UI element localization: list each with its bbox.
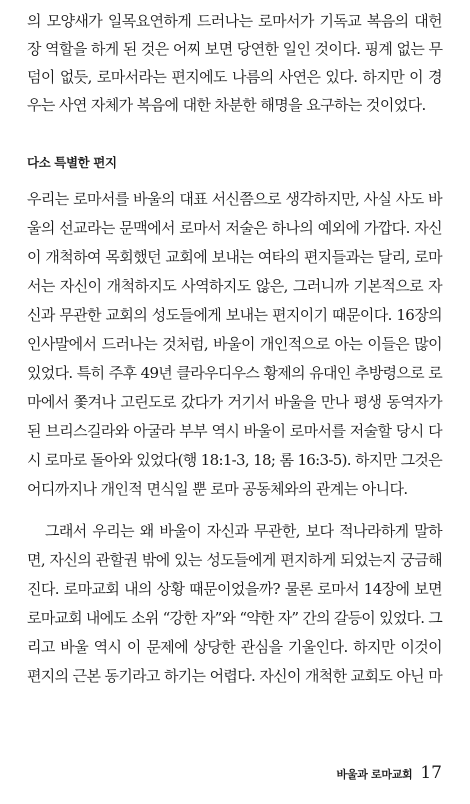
- text-line: 우리는 로마서를 바울의 대표 서신쯤으로 생각하지만, 사실 사도 바: [27, 190, 442, 208]
- text-line: 신과 무관한 교회의 성도들에게 보내는 편지이기 때문이다. 16장의: [27, 306, 442, 324]
- text-line: 시 로마로 돌아와 있었다(행 18:1-3, 18; 롬 16:3-5). 하지만 그것은: [27, 451, 442, 469]
- text-line: 덤이 없듯, 로마서라는 편지에도 나름의 사연은 있다. 하지만 이 경: [27, 68, 442, 86]
- page-number: 17: [420, 763, 442, 783]
- text-line: 인사말에서 드러나는 것처럼, 바울이 개인적으로 아는 이들은 많이: [27, 335, 442, 353]
- text-line: 된 브리스길라와 아굴라 부부 역시 바울이 로마서를 저술할 당시 다: [27, 422, 442, 440]
- text-line: 의 모양새가 일목요연하게 드러나는 로마서가 기독교 복음의 대헌: [27, 12, 442, 30]
- running-title: 바울과 로마교회: [336, 768, 413, 781]
- text-line: 어디까지나 개인적 면식일 뿐 로마 공동체와의 관계는 아니다.: [27, 480, 408, 498]
- text-line: 리고 바울 역시 이 문제에 상당한 관심을 기울인다. 하지만 이것이: [27, 638, 442, 656]
- text-line: 마에서 쫓겨나 고린도로 갔다가 거기서 바울을 만나 평생 동역자가: [27, 393, 442, 411]
- text-line: 우는 사연 자체가 복음에 대한 차분한 해명을 요구하는 것이었다.: [27, 96, 426, 114]
- text-line: 로마교회 내에도 소위 “강한 자”와 “약한 자” 간의 갈등이 있었다. 그: [27, 609, 442, 627]
- text-line: 진다. 로마교회 내의 상황 때문이었을까? 물론 로마서 14장에 보면: [27, 580, 442, 598]
- text-line: 서는 자신이 개척하지도 사역하지도 않은, 그러니까 기본적으로 자: [27, 277, 442, 295]
- text-line: 장 역할을 하게 된 것은 어찌 보면 당연한 일인 것이다. 핑계 없는 무: [27, 40, 443, 58]
- text-line: 편지의 근본 동기라고 하기는 어렵다. 자신이 개척한 교회도 아닌 마: [27, 667, 442, 685]
- section-heading: 다소 특별한 편지: [27, 155, 117, 170]
- page-footer: [337, 763, 442, 783]
- text-line: 있었다. 특히 주후 49년 클라우디우스 황제의 유대인 추방령으로 로: [27, 364, 442, 382]
- text-line: 이 개척하여 목회했던 교회에 보내는 여타의 편지들과는 달리, 로마: [27, 248, 442, 266]
- text-line: 그래서 우리는 왜 바울이 자신과 무관한, 보다 적나라하게 말하: [45, 522, 442, 540]
- text-line: 면, 자신의 관할권 밖에 있는 성도들에게 편지하게 되었는지 궁금해: [27, 551, 442, 569]
- text-line: 울의 선교라는 문맥에서 로마서 저술은 하나의 예외에 가깝다. 자신: [27, 219, 442, 237]
